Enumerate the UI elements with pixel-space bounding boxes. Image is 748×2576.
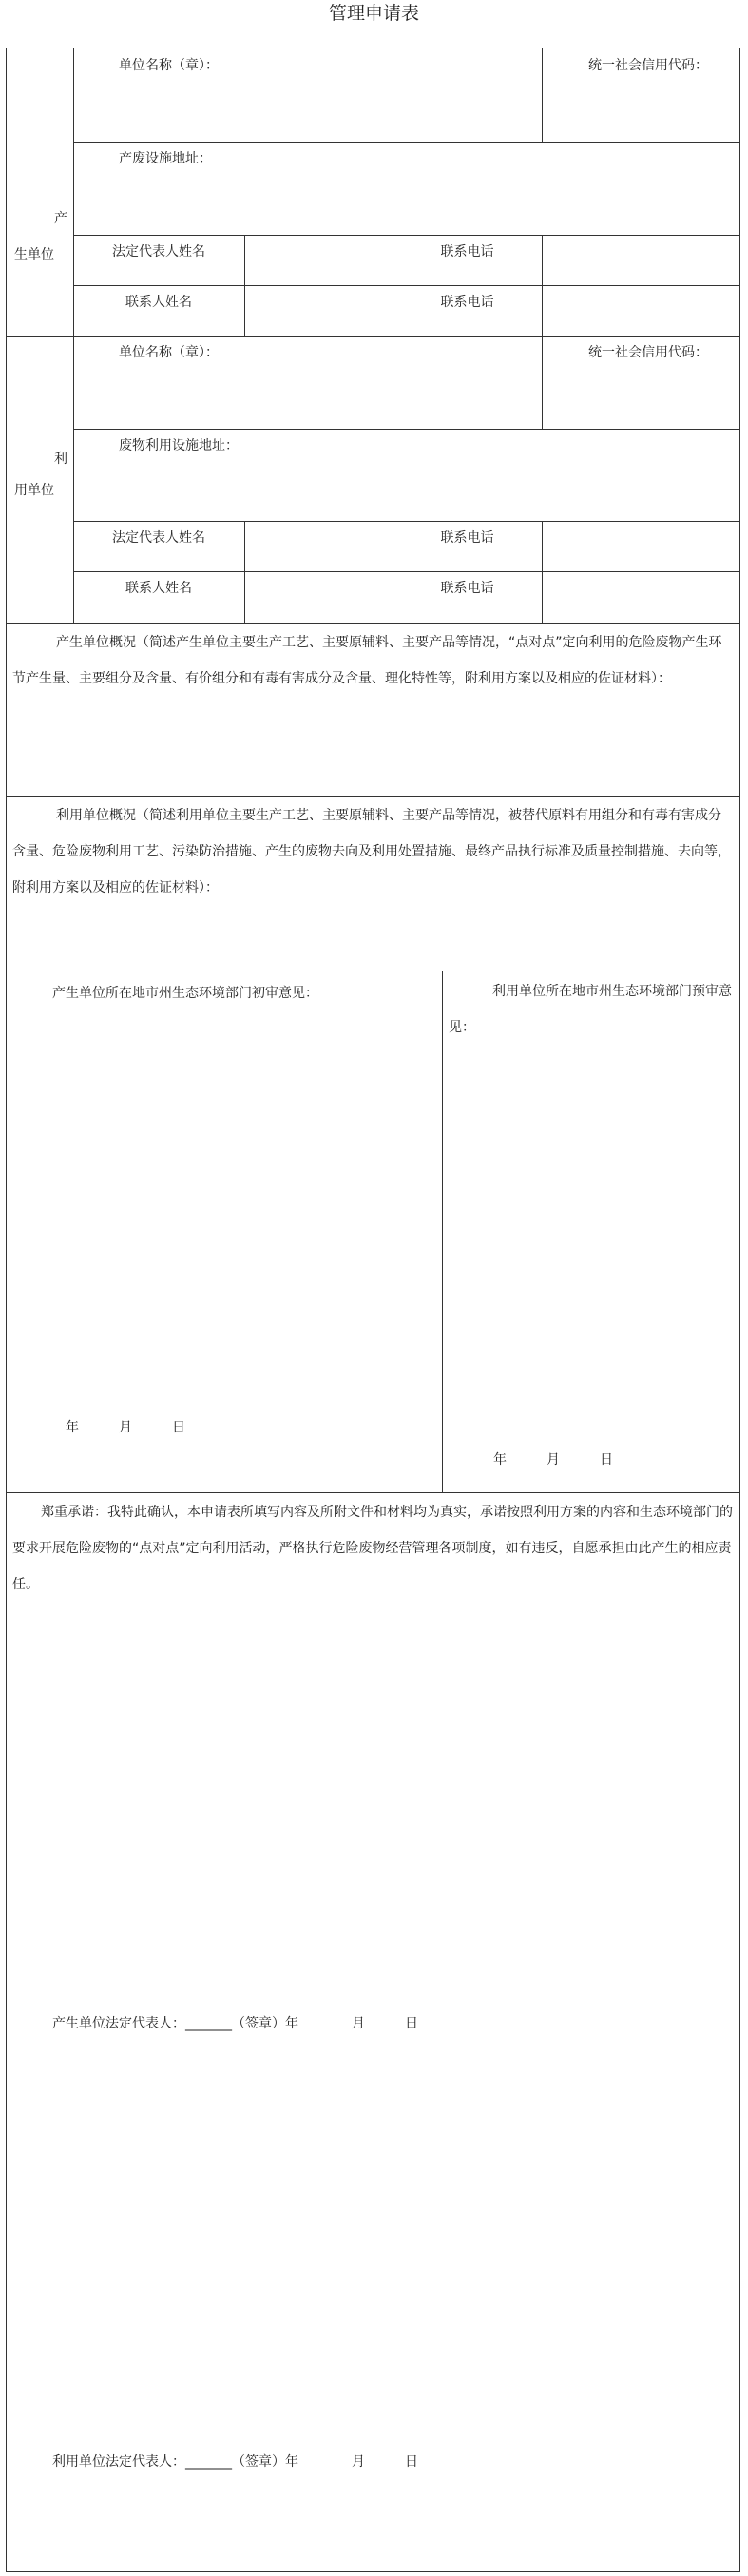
producer-contact-phone-label: 联系电话: [440, 295, 494, 310]
row-divider: [73, 285, 739, 286]
utilizer-group-label: 用单位: [14, 483, 54, 498]
utilizer-legal-rep-signature: 利用单位法定代表人：_______（签章）年 月 日: [52, 2454, 418, 2470]
producer-group-label: 生单位: [14, 247, 54, 262]
producer-review-date: 年 月 日: [66, 1420, 185, 1435]
col-divider: [542, 48, 543, 142]
utilizer-group-label: 利: [54, 452, 67, 467]
row-divider: [73, 521, 739, 522]
producer-facility-address-label: 产废设施地址：: [119, 151, 212, 166]
producer-overview: 产生单位概况（简述产生单位主要生产工艺、主要原辅料、主要产品等情况，“点对点”定向利用的危险废物产生环节产生量、主要组分及含量、有价组分和有毒有害成分及含量、理化特性等，附利用方案以及相应的佐证材料）：: [12, 635, 722, 686]
producer-legal-rep-signature: 产生单位法定代表人：_______（签章）年 月 日: [52, 2016, 418, 2031]
utilizer-facility-address-label: 废物利用设施地址：: [119, 438, 239, 453]
application-form: [6, 48, 740, 2572]
utilizer-contact-label: 联系人姓名: [125, 581, 192, 596]
utilizer-overview: 利用单位概况（简述利用单位主要生产工艺、主要原辅料、主要产品等情况，被替代原料有用组分和有毒有害成分含量、危险废物利用工艺、污染防治措施、产生的废物去向及利用处置措施、最终产品执行标准及质量控制措施、去向等，附利用方案以及相应的佐证材料）：: [12, 808, 731, 895]
producer-legal-rep-label: 法定代表人姓名: [112, 244, 205, 260]
col-divider: [244, 521, 245, 623]
row-divider: [7, 796, 739, 797]
utilizer-phone-label: 联系电话: [440, 530, 494, 546]
col-divider: [442, 971, 443, 1492]
col-divider: [244, 235, 245, 336]
col-divider: [542, 336, 543, 429]
row-divider: [73, 142, 739, 143]
row-divider: [7, 336, 739, 337]
utilizer-credit-code-label: 统一社会信用代码：: [588, 345, 708, 360]
row-divider: [7, 623, 739, 624]
page-title: 管理申请表: [328, 3, 419, 24]
row-divider: [73, 571, 739, 572]
row-divider: [7, 1492, 739, 1493]
utilizer-unit-name-label: 单位名称（章）：: [119, 345, 219, 360]
row-divider: [73, 429, 739, 430]
col-divider: [542, 235, 543, 336]
col-divider: [542, 521, 543, 623]
producer-review-label: 产生单位所在地市州生态环境部门初审意见：: [52, 986, 318, 1001]
producer-phone-label: 联系电话: [440, 244, 494, 260]
producer-contact-label: 联系人姓名: [125, 295, 192, 310]
commitment-text: 郑重承诺：我特此确认，本申请表所填写内容及所附文件和材料均为真实，承诺按照利用方案的内容和生态环境部门的要求开展危险废物的“点对点”定向利用活动，严格执行危险废物经营管理各项制度，如有违反，自愿承担由此产生的相应责任。: [12, 1505, 733, 1592]
utilizer-review-date: 年 月 日: [493, 1452, 613, 1468]
utilizer-review-label: 利用单位所在地市州生态环境部门预审意见：: [449, 984, 732, 1035]
utilizer-legal-rep-label: 法定代表人姓名: [112, 530, 205, 546]
row-divider: [73, 235, 739, 236]
producer-group-label: 产: [54, 211, 67, 226]
utilizer-contact-phone-label: 联系电话: [440, 581, 494, 596]
producer-unit-name-label: 单位名称（章）：: [119, 58, 219, 73]
producer-credit-code-label: 统一社会信用代码：: [588, 58, 708, 73]
